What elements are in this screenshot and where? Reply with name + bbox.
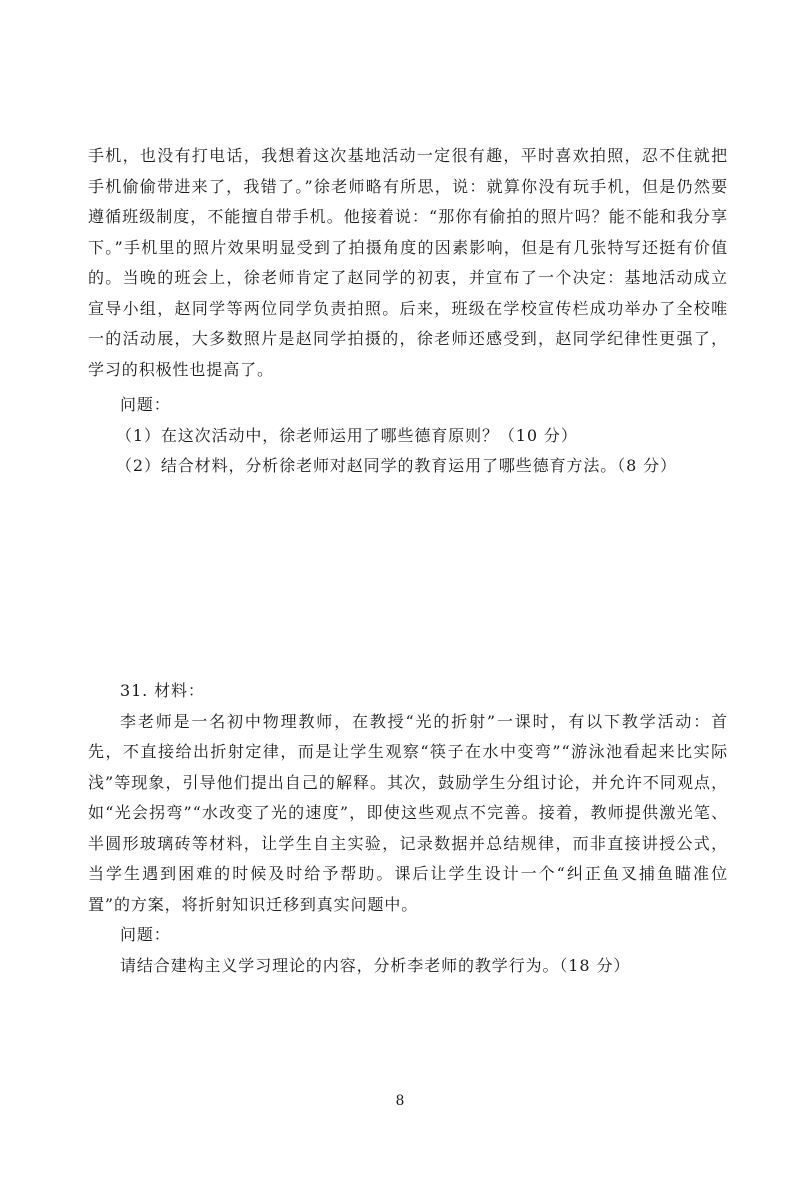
question-31: [88, 676, 728, 981]
q30-sub-question-2: （2）结合材料，分析徐老师对赵同学的教育运用了哪些德育方法。（8 分）: [116, 456, 677, 475]
page-number: 8: [395, 1093, 405, 1109]
q31-header: 31. 材料：: [120, 681, 205, 700]
question-30-continuation: [88, 141, 728, 385]
q30-material-text: 手机，也没有打电话，我想着这次基地活动一定很有趣，平时喜欢拍照，忍不住就把手机偷偷带进来了，我错了。”徐老师略有所思，说：就算你没有玩手机，但是仍然要遵循班级制度，不能擅自带手机。他接着说：“那你有偷拍的照片吗？能不能和我分享下。”手机里的照片效果明显受到了拍摄角度的因素影响，但是有几张特写还挺有价值的。当晚的班会上，徐老师肯定了赵同学的初衷，并宣布了一个决定：基地活动成立宣导小组，赵同学等两位同学负责拍照。后来，班级在学校宣传栏成功举办了全校唯一的活动展，大多数照片是赵同学拍摄的，徐老师还感受到，赵同学纪律性更强了，学习的积极性也提高了。: [88, 146, 728, 379]
q31-question-label: 问题：: [120, 925, 171, 944]
q30-question-label: 问题：: [120, 395, 171, 414]
q30-sub-question-1: （1）在这次活动中，徐老师运用了哪些德育原则？（10 分）: [116, 425, 578, 445]
q31-question: 请结合建构主义学习理论的内容，分析李老师的教学行为。（18 分）: [120, 955, 631, 975]
q31-material-text: 李老师是一名初中物理教师，在教授“光的折射”一课时，有以下教学活动：首先，不直接给出折射定律，而是让学生观察“筷子在水中变弯”“游泳池看起来比实际浅”等现象，引导他们提出自己的解释。其次，鼓励学生分组讨论，并允许不同观点，如“光会拐弯”“水改变了光的速度”，即使这些观点不完善。接着，教师提供激光笔、半圆形玻璃砖等材料，让学生自主实验，记录数据并总结规律，而非直接讲授公式，当学生遇到困难的时候及时给予帮助。课后让学生设计一个“纠正鱼叉捕鱼瞄准位置”的方案，将折射知识迁移到真实问题中。: [88, 711, 728, 914]
question-30-prompts: [88, 390, 728, 482]
